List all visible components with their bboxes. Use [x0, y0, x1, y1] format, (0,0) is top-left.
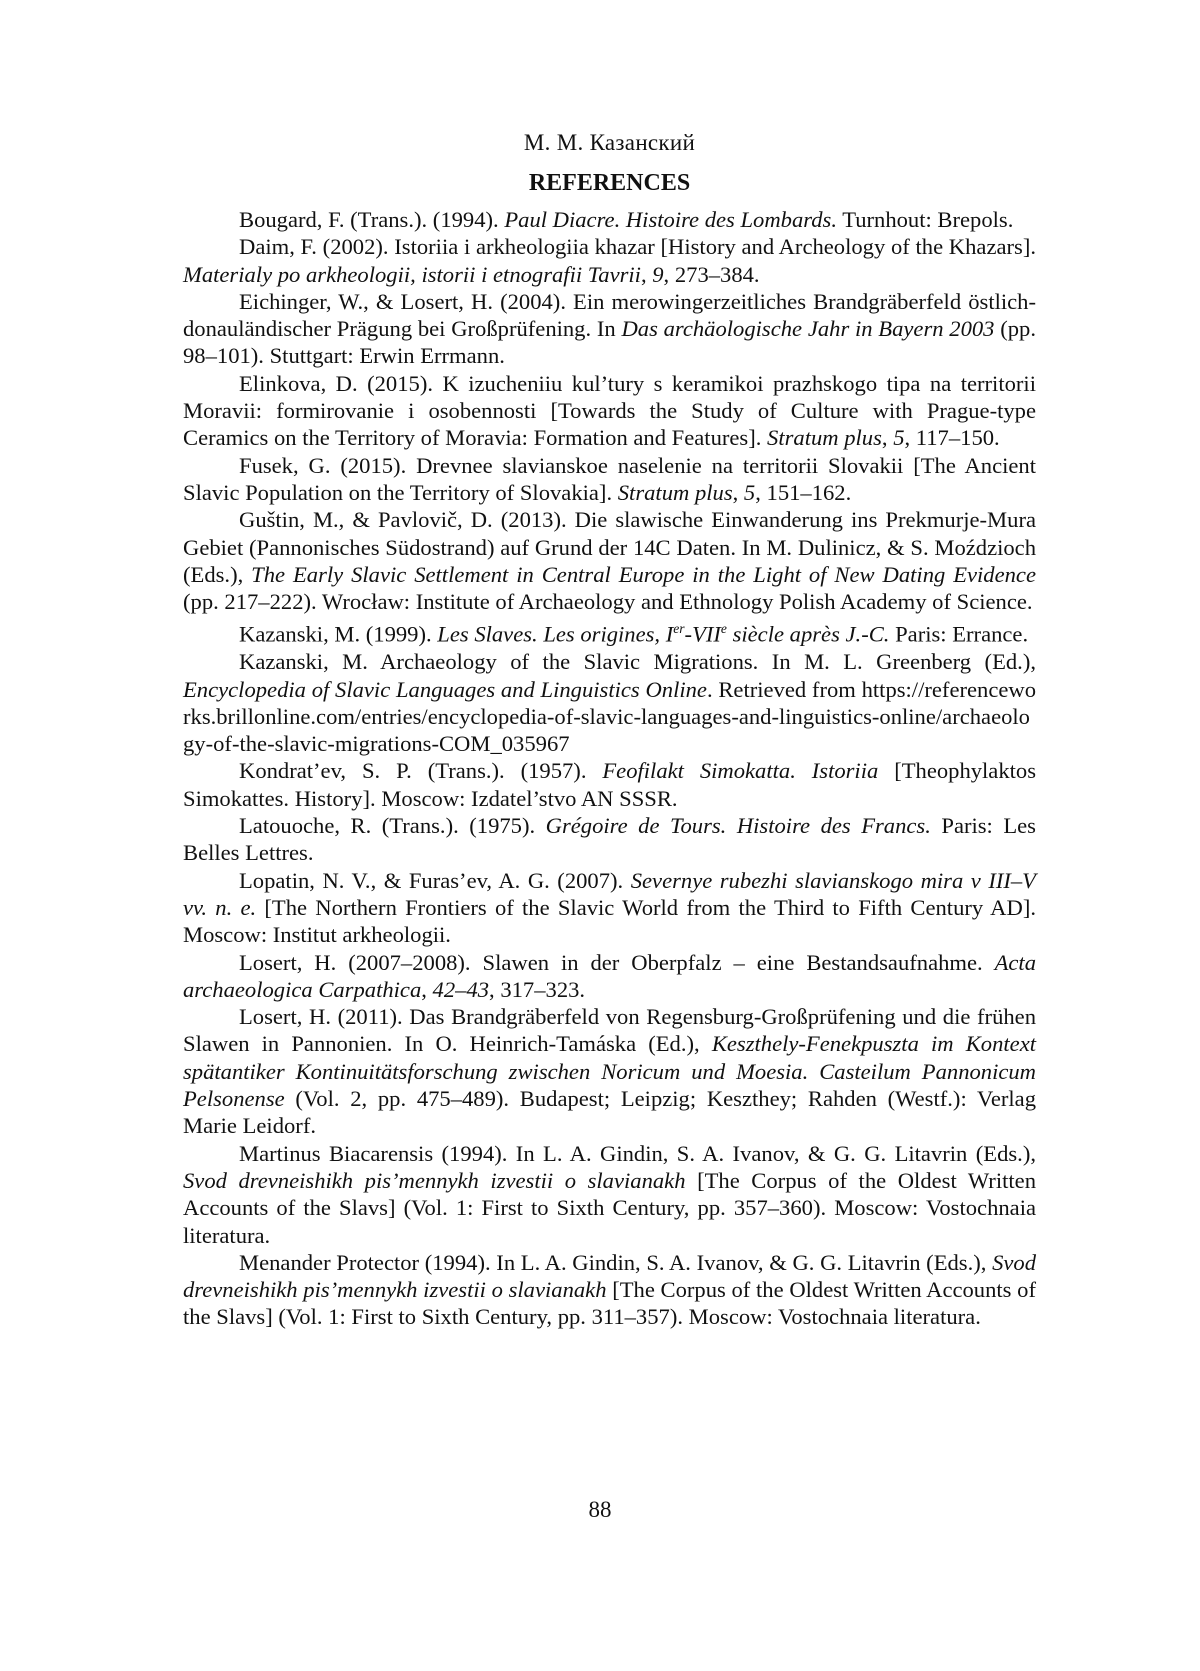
reference-text: Daim, F. (2002). Istoriia i arkheologiia khazar [History and Archeology of the Khazars].: [239, 234, 1036, 260]
reference-text: Materialy po arkheologii, istorii i etnografii Tavrii: [183, 261, 641, 287]
reference-text: Eichinger, W., & Losert, H. (2004). Ein merowingerzeitliches Brandgräberfeld östlich-donauländischer Prägung bei Großprüfening. In: [183, 288, 1036, 342]
reference-text: Kazanski, M. Archaeology of the Slavic Migrations. In M. L. Greenberg (Ed.),: [239, 649, 1036, 675]
reference-entry: [183, 615, 1036, 648]
reference-text: ,: [421, 976, 433, 1002]
reference-entry: [183, 452, 1036, 507]
reference-text: , 117–150.: [904, 425, 1000, 451]
reference-text: Paris: Les Belles Lettres.: [183, 813, 1036, 866]
reference-text: Keszthely-Fenekpuszta im Kontext spätantiker Kontinuitätsforschung zwischen Noricum und Moesia. Casteilum Pannonicum Pelsonense: [183, 1031, 1036, 1112]
reference-text: Kondrat’ev, S. P. (Trans.). (1957).: [239, 758, 603, 784]
reference-text: ,: [640, 261, 653, 287]
reference-text: Martinus Biacarensis (1994). In L. A. Gindin, S. A. Ivanov, & G. G. Litavrin (Eds.),: [239, 1140, 1036, 1166]
reference-text: -VII: [684, 621, 721, 647]
section-title: REFERENCES: [528, 170, 691, 196]
reference-text: 5: [743, 479, 756, 505]
reference-entry: [183, 757, 1036, 812]
reference-text: siècle après J.-C.: [726, 621, 890, 647]
reference-text: Paris: Errance.: [889, 621, 1029, 647]
reference-text: Feofilakt Simokatta. Istoriia: [602, 758, 879, 784]
reference-url: https://referenceworks.brillonline.com/entries/encyclopedia-of-slavic-languages-and-linguistics-online/archaeology-of-the-slavic-migrations-COM_035967: [183, 676, 1036, 757]
reference-text: Fusek, G. (2015). Drevnee slavianskoe naselenie na territorii Slovakii [The Ancient Slavic Population on the Territory of Slovakia].: [183, 452, 1036, 505]
reference-text: [The Corpus of the Oldest Written Accounts of the Slavs] (Vol. 1: First to Sixth Century, pp. 311–357). Moscow: Vostochnaia literatura.: [183, 1277, 1036, 1330]
reference-text: Kazanski, M. (1999).: [239, 621, 438, 647]
reference-text: Menander Protector (1994). In L. A. Gindin, S. A. Ivanov, & G. G. Litavrin (Eds.),: [239, 1249, 993, 1275]
reference-entry: [183, 233, 1036, 288]
reference-text: Les Slaves. Les origines, I: [437, 621, 674, 647]
reference-entry: [183, 370, 1036, 452]
reference-text: e: [720, 621, 727, 637]
reference-text: The Early Slavic Settlement in Central Europe in the Light of New Dating Evidence: [251, 561, 1036, 587]
reference-text: Bougard, F. (Trans.). (1994).: [239, 207, 505, 232]
reference-text: Das archäologische Jahr in Bayern 2003: [621, 316, 995, 342]
reference-text: Turnhout: Brepols.: [836, 207, 1014, 232]
reference-text: Paul Diacre. Histoire des Lombards.: [504, 207, 837, 232]
reference-text: [Theophylaktos Simokattes. History]. Moscow: Izdatel’stvo AN SSSR.: [183, 758, 1037, 811]
page-body: [183, 128, 1036, 1331]
reference-text: Severnye rubezhi slavianskogo mira v III–V vv. n. e.: [183, 867, 1036, 920]
reference-entry: [183, 1140, 1036, 1249]
reference-text: ,: [881, 425, 894, 451]
page-number: 88: [588, 1497, 612, 1522]
reference-text: Encyclopedia of Slavic Languages and Linguistics Online: [183, 676, 707, 702]
running-head: М. М. Казанский: [523, 130, 696, 155]
reference-text: Acta archaeologica Carpathica: [183, 949, 1036, 1002]
reference-text: (pp. 98–101). Stuttgart: Erwin Errmann.: [183, 316, 1036, 369]
reference-text: , 273–384.: [663, 261, 760, 287]
reference-text: Elinkova, D. (2015). K izucheniiu kul’tury s keramikoi prazhskogo tipa na territorii Moravii: formirovanie i osobennosti [Towards the Study of Culture with Prague-type Ceramics on the Territory of Moravia: Formation and Features].: [183, 370, 1036, 451]
reference-text: Grégoire de Tours. Histoire des Francs.: [545, 813, 931, 839]
reference-entry: [183, 506, 1036, 615]
reference-entry: [183, 867, 1036, 949]
reference-entry: [183, 1249, 1036, 1331]
reference-text: Losert, H. (2011). Das Brandgräberfeld von Regensburg-Großprüfening und die frühen Slawen in Pannonien. In O. Heinrich-Tamáska (Ed.),: [183, 1004, 1036, 1057]
reference-text: Lopatin, N. V., & Furas’ev, A. G. (2007).: [239, 867, 631, 893]
reference-text: 9: [652, 261, 664, 287]
reference-text: Stratum plus: [767, 425, 882, 451]
reference-text: Latouoche, R. (Trans.). (1975).: [239, 813, 546, 839]
reference-text: , 317–323.: [489, 976, 586, 1002]
reference-entry: [183, 206, 1036, 233]
reference-text: Losert, H. (2007–2008). Slawen in der Oberpfalz – eine Bestandsaufnahme.: [239, 949, 995, 975]
reference-text: ,: [732, 479, 744, 505]
reference-text: Svod drevneishikh pis’mennykh izvestii o slavianakh: [183, 1167, 686, 1193]
reference-entry: [183, 1003, 1036, 1139]
reference-text: Stratum plus: [617, 479, 733, 505]
reference-list: [183, 206, 1036, 1331]
reference-text: . Retrieved from: [706, 676, 862, 702]
reference-text: (pp. 217–222). Wrocław: Institute of Archaeology and Ethnology Polish Academy of Science.: [183, 589, 1033, 615]
reference-text: [The Northern Frontiers of the Slavic World from the Third to Fifth Century AD]. Moscow: Institut arkheologii.: [183, 894, 1036, 948]
reference-text: [The Corpus of the Oldest Written Accounts of the Slavs] (Vol. 1: First to Sixth Century, pp. 357–360). Moscow: Vostochnaia literatura.: [183, 1167, 1036, 1248]
reference-entry: [183, 949, 1036, 1004]
reference-entry: [183, 288, 1036, 370]
reference-text: Svod drevneishikh pis’mennykh izvestii o slavianakh: [183, 1249, 1036, 1303]
reference-text: 42–43: [432, 976, 490, 1002]
reference-entry: [183, 812, 1036, 867]
reference-text: Guštin, M., & Pavlovič, D. (2013). Die slawische Einwanderung ins Prekmurje-Mura Gebiet (Pannonisches Südostrand) auf Grund der 14C Daten. In M. Dulinicz, & S. Moździoch (Eds.),: [183, 507, 1036, 587]
reference-entry: [183, 648, 1036, 757]
reference-text: , 151–162.: [755, 479, 852, 505]
reference-text: er: [673, 621, 685, 637]
reference-text: (Vol. 2, pp. 475–489). Budapest; Leipzig; Keszthey; Rahden (Westf.): Verlag Marie Leidorf.: [183, 1086, 1036, 1139]
reference-text: 5: [893, 425, 905, 451]
